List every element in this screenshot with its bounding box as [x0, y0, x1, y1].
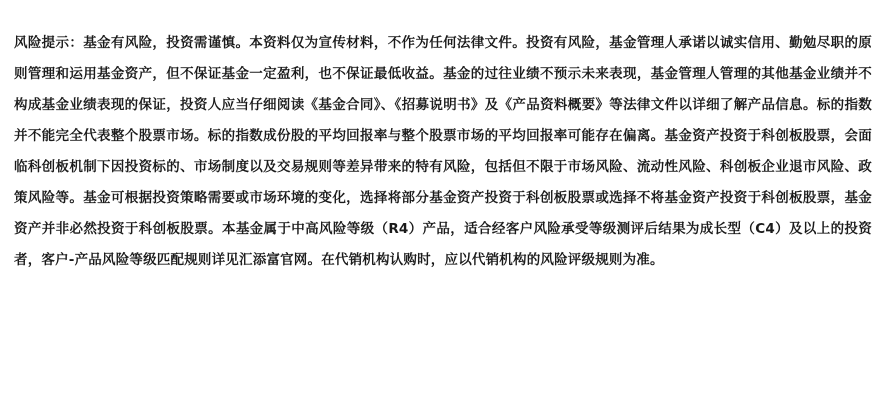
- risk-disclaimer-text: 风险提示：基金有风险，投资需谨慎。本资料仅为宣传材料，不作为任何法律文件。投资有风险，基金管理人承诺以诚实信用、勤勉尽职的原则管理和运用基金资产，但不保证基金一定盈利，也不保证最低收益。基金的过往业绩不预示未来表现，基金管理人管理的其他基金业绩并不构成基金业绩表现的保证，投资人应当仔细阅读《基金合同》、《招募说明书》及《产品资料概要》等法律文件以详细了解产品信息。标的指数并不能完全代表整个股票市场。标的指数成份股的平均回报率与整个股票市场的平均回报率可能存在偏离。基金资产投资于科创板股票，会面临科创板机制下因投资标的、市场制度以及交易规则等差异带来的特有风险，包括但不限于市场风险、流动性风险、科创板企业退市风险、政策风险等。基金可根据投资策略需要或市场环境的变化，选择将部分基金资产投资于科创板股票或选择不将基金资产投资于科创板股票，基金资产并非必然投资于科创板股票。本基金属于中高风险等级（R4）产品，适合经客户风险承受等级测评后结果为成长型（C4）及以上的投资者，客户-产品风险等级匹配规则详见汇添富官网。在代销机构认购时，应以代销机构的风险评级规则为准。: [14, 34, 872, 268]
